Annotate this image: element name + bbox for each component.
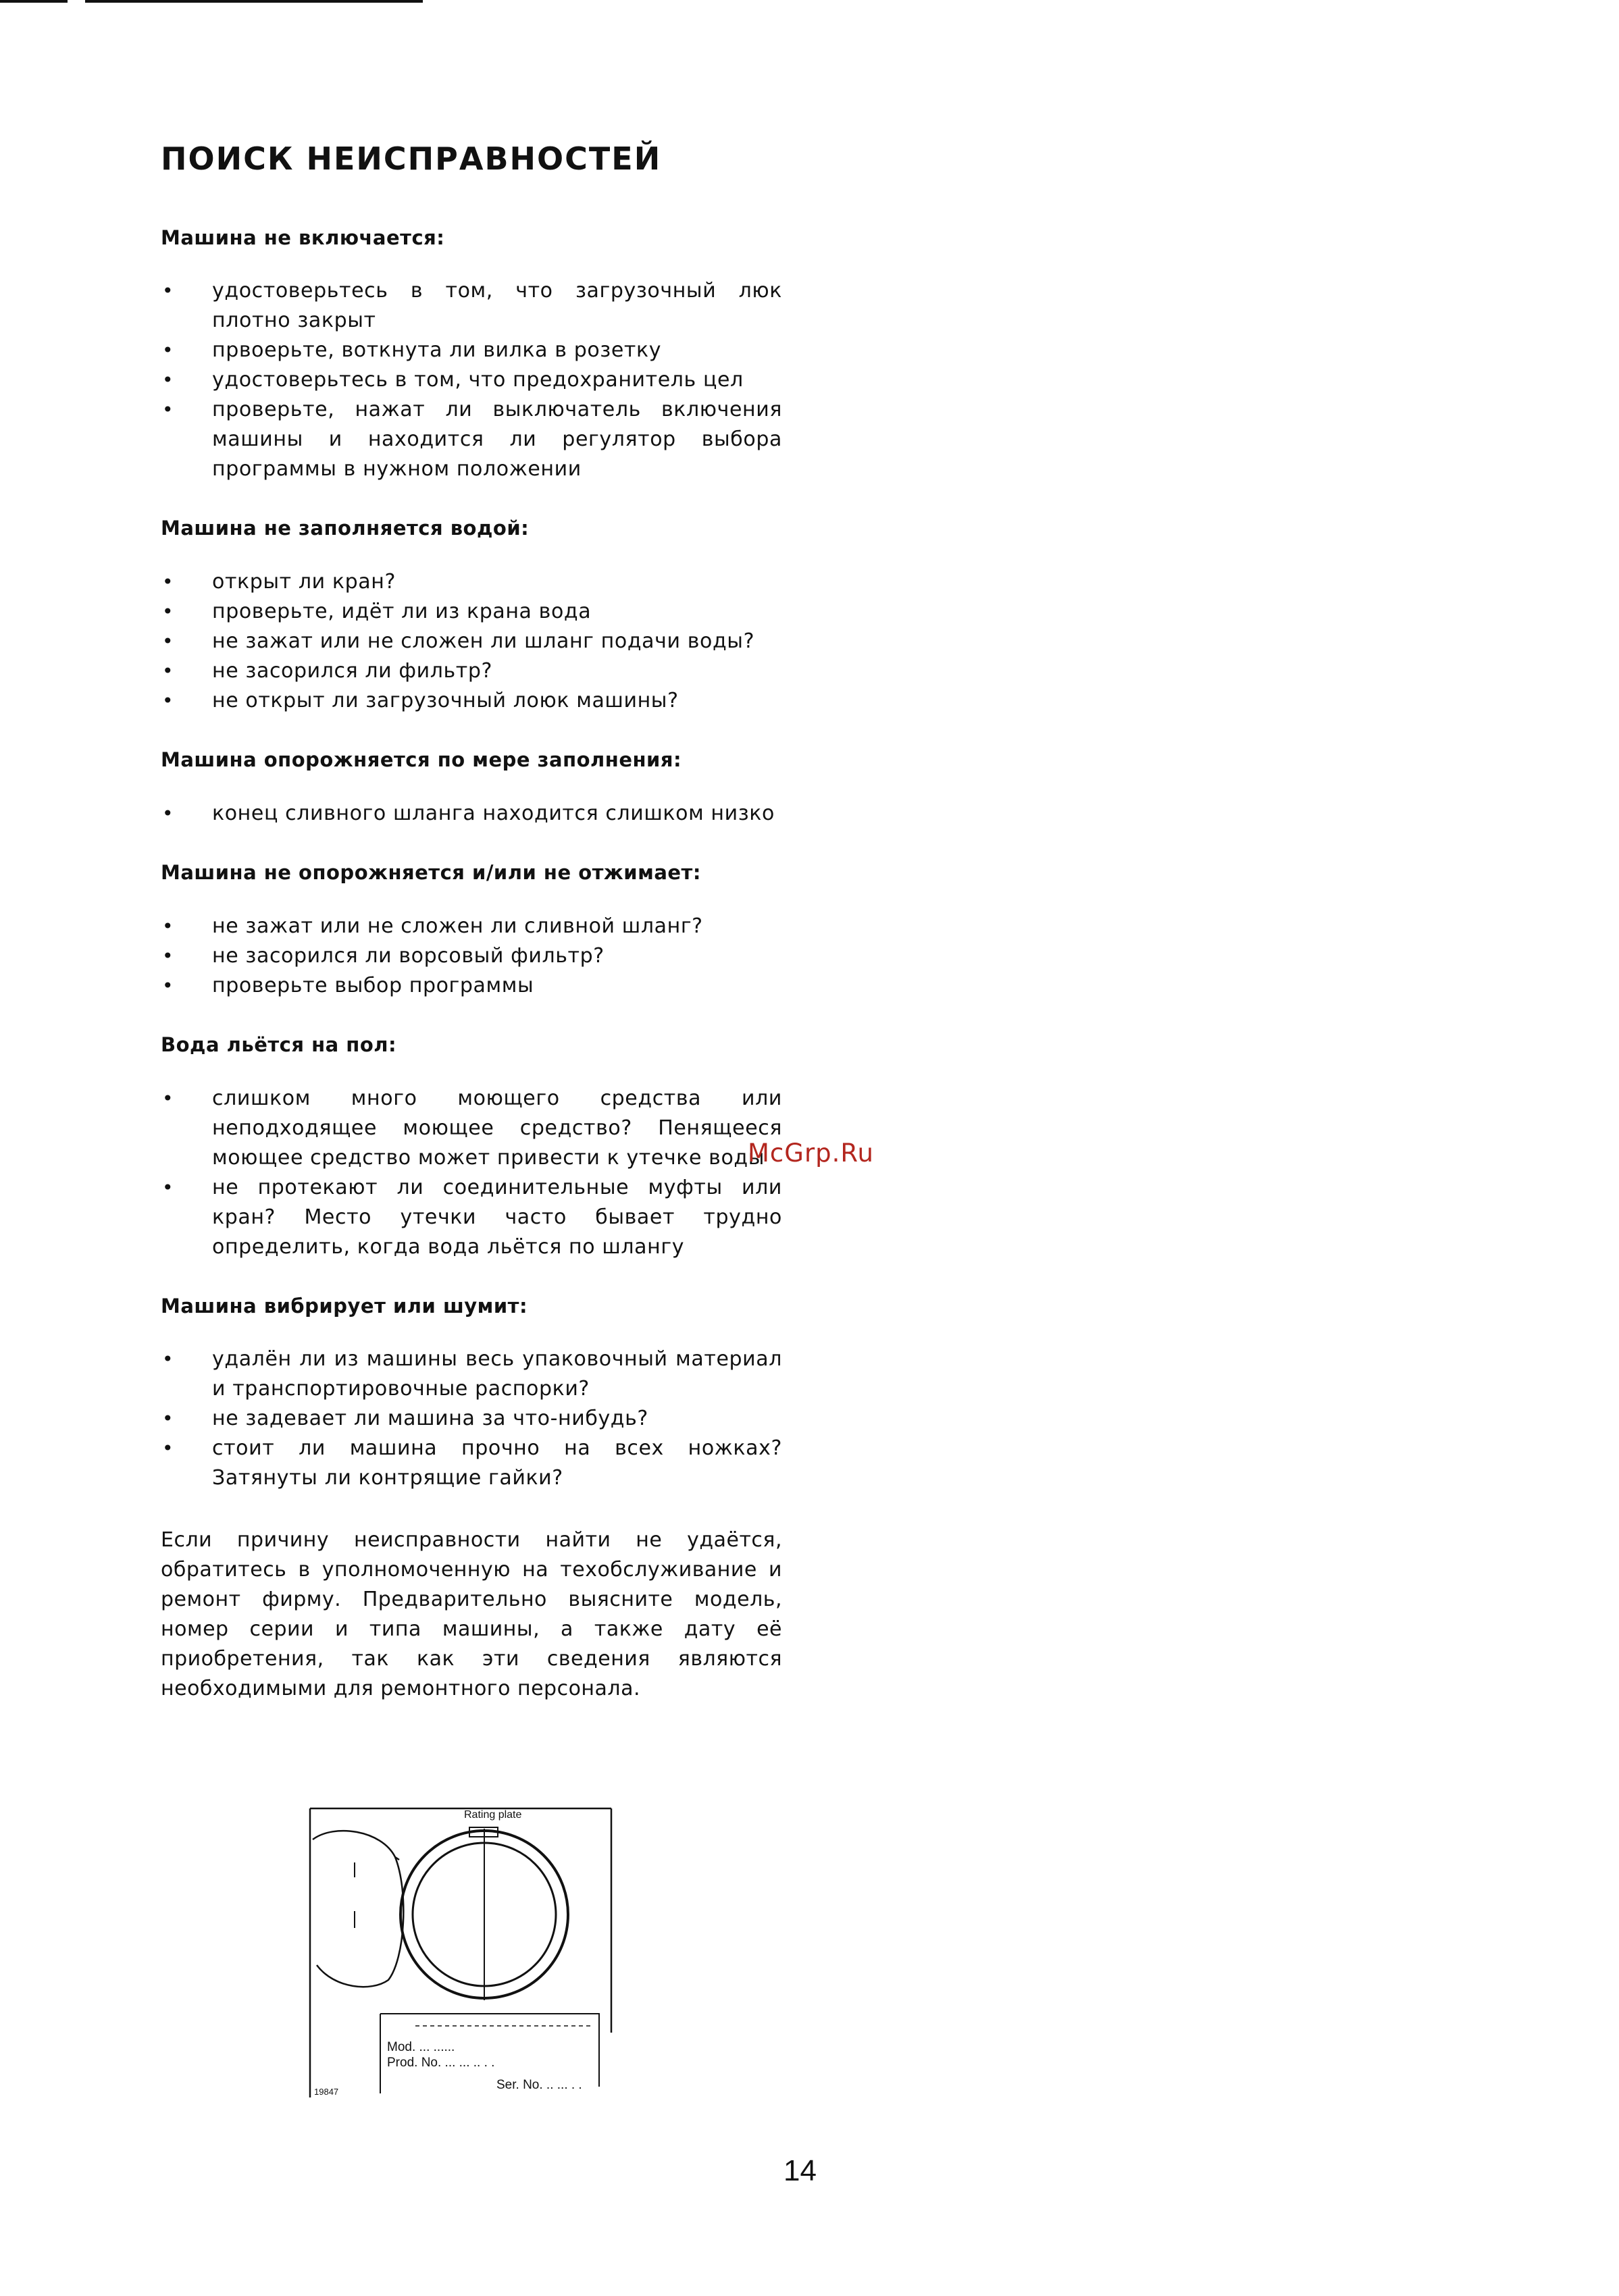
list-item: • конец сливного шланга находится слишком низко [161,799,782,829]
section-no-power [161,226,782,485]
list-item: • не засорился ли ворсовый фильтр? [161,941,782,971]
list-item: • стоит ли машина прочно на всех ножках? Затянуты ли контрящие гайки? [161,1434,782,1493]
list-item: • проверьте выбор программы [161,971,782,1001]
list-item: • слишком много моющего средства или неподходящее моющее средство? Пенящееся моющее средство может привести к утечке воды [161,1084,782,1173]
list-item: • не задевает ли машина за что-нибудь? [161,1404,782,1434]
section-heading: Машина вибрирует или шумит: [161,1294,528,1317]
list-item: • проверьте, идёт ли из крана вода [161,597,782,627]
list-item: • проверьте, нажат ли выключатель включения машины и находится ли регулятор выбора программы в нужном положении [161,395,782,484]
bullet-list [161,567,782,716]
section-drains-while-filling [161,748,782,829]
section-heading: Машина не опорожняется и/или не отжимает: [161,860,701,884]
page-title: ПОИСК НЕИСПРАВНОСТЕЙ [161,140,662,177]
bullet-list [161,799,782,829]
rating-plate-label: Rating plate [464,1809,522,1821]
figure-code: 19847 [314,2087,339,2097]
list-item: • не зажат или не сложен ли сливной шланг? [161,912,782,941]
list-item: • не открыт ли загрузочный лоюк машины? [161,686,782,716]
section-heading: Вода льётся на пол: [161,1033,397,1056]
bullet-list [161,912,782,1001]
list-item: • удалён ли из машины весь упаковочный материал и транспортировочные распорки? [161,1345,782,1404]
bullet-list [161,276,782,484]
bullet-list [161,1345,782,1493]
section-heading: Машина не включается: [161,226,445,249]
product-number-label: Prod. No. ... ... .. . . [387,2056,495,2070]
list-item: • удостоверьтесь в том, что загрузочный люк плотно закрыт [161,276,782,336]
section-water-leak [161,1033,782,1262]
list-item: • открыт ли кран? [161,567,782,597]
section-heading: Машина опорожняется по мере заполнения: [161,748,682,772]
watermark-link[interactable]: McGrp.Ru [748,1139,874,1168]
list-item: • првоерьте, воткнута ли вилка в розетку [161,336,782,365]
service-paragraph: Если причину неисправности найти не удаётся, обратитесь в уполномоченную на техобслуживание и ремонт фирму. Предварительно выясните модель, номер серии и типа машины, а также дату её приобретения, так как эти сведения являются необходимыми для ремонтного персонала. [161,1528,782,1701]
serial-number-label: Ser. No. .. ... . . [496,2078,582,2092]
washing-machine-rating-plate-diagram [307,1803,618,2100]
page-number: 14 [783,2154,817,2187]
list-item: • удостоверьтесь в том, что предохранитель цел [161,365,782,395]
main-content [161,142,782,1724]
list-item: • не засорился ли фильтр? [161,656,782,686]
section-no-drain [161,861,782,1001]
section-vibration [161,1295,782,1494]
bullet-list [161,1084,782,1262]
section-heading: Машина не заполняется водой: [161,517,530,540]
list-item: • не протекают ли соединительные муфты или кран? Место утечки часто бывает трудно определить, когда вода льётся по шлангу [161,1173,782,1262]
scan-edge-line [85,0,423,3]
model-label: Mod. ... ...... [387,2040,455,2054]
section-no-water [161,517,782,716]
list-item: • не зажат или не сложен ли шланг подачи воды? [161,627,782,656]
scan-edge-line [0,0,68,3]
